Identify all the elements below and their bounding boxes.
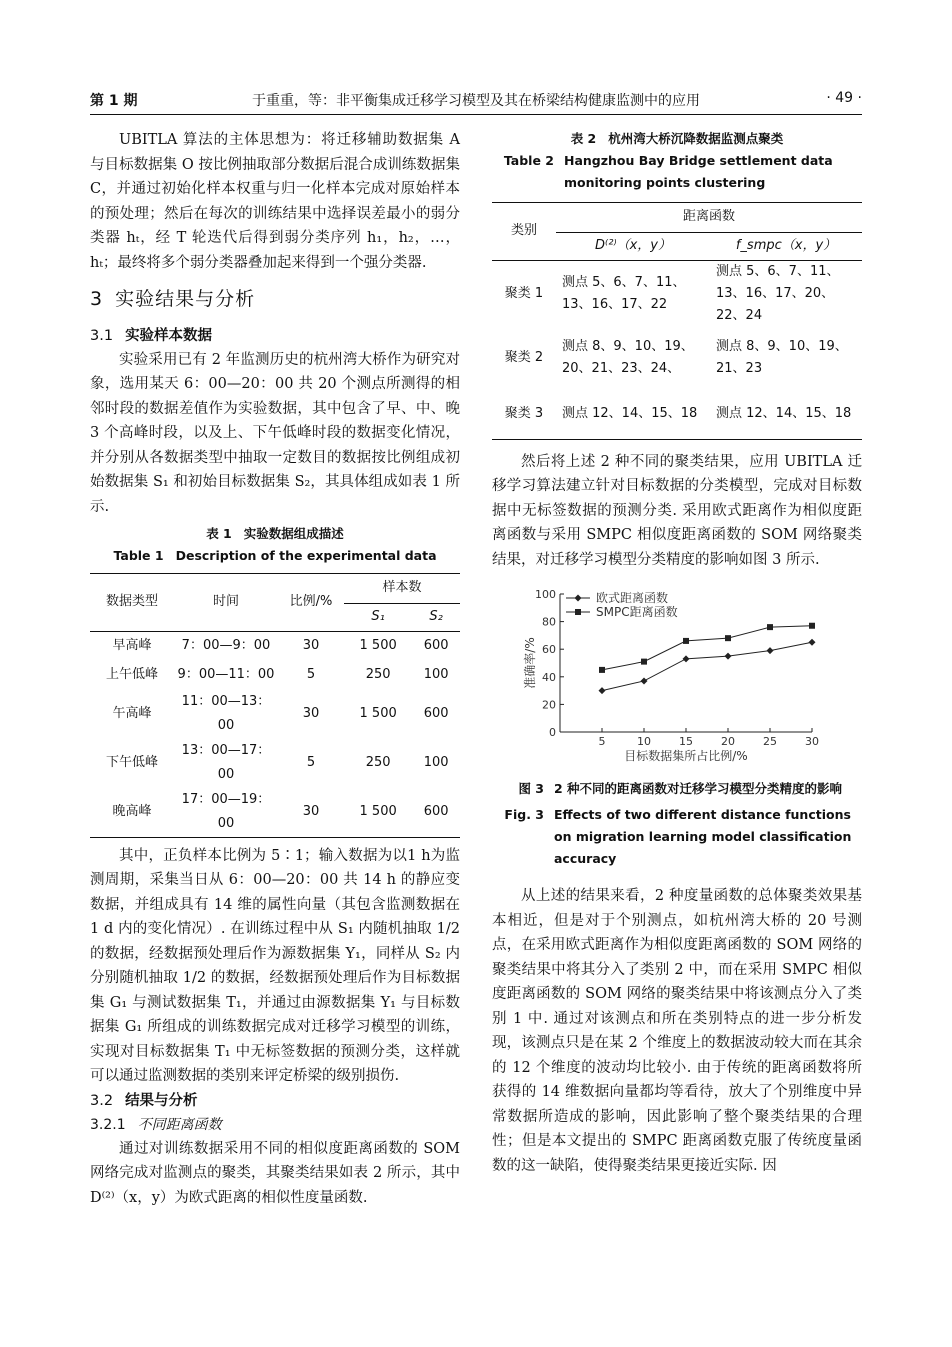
- table-1-header-ratio: 比例/%: [278, 574, 344, 632]
- table-cell: 600: [412, 788, 460, 838]
- table-row: [492, 389, 862, 439]
- table-1-label-en: Table 1: [113, 548, 164, 563]
- legend-marker-2: [575, 609, 581, 615]
- data-point-series-1: [725, 653, 732, 660]
- running-title: 于重重，等：非平衡集成迁移学习模型及其在桥梁结构健康监测中的应用: [252, 93, 700, 109]
- section-3-2-number: 3.2: [90, 1092, 114, 1109]
- data-point-series-1: [809, 639, 816, 646]
- x-tick-label: 5: [598, 735, 606, 748]
- section-3-2-title: 结果与分析: [125, 1092, 198, 1109]
- table-1-header-time: 时间: [174, 574, 278, 632]
- table-cell: 上午低峰: [105, 666, 158, 682]
- table-cell: 聚类 2: [504, 349, 544, 365]
- after-table-2-paragraph: 然后将上述 2 种不同的聚类结果，应用 UBITLA 迁移学习算法建立针对目标数据的分类模型，完成对目标数据中无标签数据的预测分类. 采用欧式距离作为相似度距离函数与采用 SMPC 相似度距离函数的 SOM 网络聚类结果，对迁移学习模型分类精度的影响如图 3 所示.: [492, 453, 862, 568]
- table-cell: 午高峰: [112, 705, 152, 721]
- x-tick-label: 20: [721, 735, 735, 748]
- table-cell: 1 500: [359, 705, 397, 721]
- table-cell: 5: [306, 754, 316, 770]
- table-cell: 30: [278, 788, 344, 838]
- table-row: [90, 661, 460, 690]
- data-point-series-2: [683, 638, 689, 644]
- x-tick-label: 15: [679, 735, 693, 748]
- table-cell: 1 500: [344, 788, 412, 838]
- table-2-caption-cn: [492, 128, 862, 150]
- figure-3-caption: [492, 778, 862, 870]
- page-number: · 49 ·: [826, 90, 862, 106]
- header-rule: [90, 114, 862, 115]
- table-row: [492, 327, 862, 389]
- section-3-1-paragraph: 实验采用已有 2 年监测历史的杭州湾大桥作为研究对象，选用某天 6：00—20：00 共 20 个测点所测得的相邻时段的数据差值作为实验数据，其中包含了早、中、晚 3 个高峰时段，以及上、下午低峰时段的数据变化情况，并分别从各数据类型中抽取一定数目的数据按比例组成初始数据集 S₁ 和初始目标数据集 S₂，其具体组成如表 1 所示.: [90, 351, 460, 515]
- figure-3-label: 图 3: [518, 781, 544, 796]
- table-cell: 7：00—9：00: [181, 638, 271, 653]
- left-column: [90, 128, 460, 1210]
- table-cell: 30: [302, 638, 320, 653]
- data-point-series-2: [809, 623, 815, 629]
- table-cell: 测点 12、14、15、18: [556, 389, 710, 439]
- table-2-title: 杭州湾大桥沉降数据监测点聚类: [608, 131, 784, 146]
- table-2-header-d2: D⁽²⁾（x，y）: [556, 233, 710, 261]
- table-cell: 30: [302, 705, 320, 721]
- legend-marker-1: [575, 595, 582, 602]
- y-tick-label: 0: [549, 726, 556, 739]
- figure-3-title: 2 种不同的距离函数对迁移学习模型分类精度的影响: [554, 781, 843, 796]
- table-cell: 600: [423, 705, 449, 721]
- legend-label-1: 欧式距离函数: [596, 591, 669, 605]
- table-1-title-en: Description of the experimental data: [175, 548, 437, 563]
- table-cell: 11：00—13：00: [181, 693, 271, 733]
- table-cell: 晚高峰: [90, 788, 174, 838]
- table-cell: 1 500: [359, 638, 397, 653]
- table-cell: 测点 5、6、7、11、13、16、17、20、22、24: [716, 264, 840, 323]
- data-point-series-1: [767, 647, 774, 654]
- table-cell: 下午低峰: [105, 754, 158, 770]
- x-tick-label: 10: [637, 735, 651, 748]
- table-cell: 聚类 1: [504, 285, 544, 301]
- table-cell: 测点 8、9、10、19、20、21、23、24、: [562, 339, 694, 376]
- y-tick-label: 100: [535, 588, 556, 601]
- table-row: [90, 739, 460, 788]
- table-row: [90, 690, 460, 739]
- x-axis-label: 目标数据集所占比例/%: [624, 749, 748, 763]
- table-cell: 9：00—11：00: [177, 666, 275, 682]
- table-cell: 早高峰: [112, 638, 152, 653]
- section-3-heading: [90, 287, 460, 312]
- figure-3-chart: [492, 582, 862, 772]
- section-3-2-1-title: 不同距离函数: [137, 1116, 222, 1133]
- table-cell: 100: [423, 666, 449, 682]
- section-3-title: 实验结果与分析: [115, 288, 256, 310]
- table-1: [90, 573, 460, 838]
- section-3-2-1-paragraph: 通过对训练数据采用不同的相似度距离函数的 SOM 网络完成对监测点的聚类，其聚类结果如表 2 所示，其中 D⁽²⁾（x，y）为欧式距离的相似性度量函数.: [90, 1140, 460, 1206]
- series-line-2: [602, 626, 812, 670]
- table-2-header-smpc: f_smpc（x，y）: [710, 233, 862, 261]
- table-2-header-distance: 距离函数: [556, 203, 862, 233]
- table-1-header-type: 数据类型: [90, 574, 174, 632]
- table-cell: 250: [365, 666, 391, 682]
- table-cell: 测点 12、14、15、18: [710, 389, 862, 439]
- right-column: [492, 128, 862, 1178]
- section-3-number: 3: [90, 288, 104, 310]
- table-row: [492, 261, 862, 328]
- x-tick-label: 30: [805, 735, 819, 748]
- data-point-series-2: [641, 659, 647, 665]
- table-cell: 测点 5、6、7、11、13、16、17、22: [562, 275, 686, 312]
- table-cell: 250: [365, 754, 391, 770]
- table-cell: 600: [423, 638, 449, 653]
- table-cell: 测点 8、9、10、19、21、23: [716, 339, 848, 376]
- section-3-1-heading: [90, 324, 460, 348]
- series-line-1: [602, 642, 812, 690]
- table-2-header-category: 类别: [492, 203, 556, 261]
- table-cell: 5: [306, 666, 316, 682]
- section-3-2-heading: [90, 1089, 460, 1113]
- table-2: [492, 202, 862, 440]
- table-2-title-en: Hangzhou Bay Bridge settlement data monitoring points clustering: [564, 153, 833, 190]
- table-row: [90, 788, 460, 838]
- figure-3: [492, 582, 862, 772]
- section-3-2-1-number: 3.2.1: [90, 1116, 126, 1133]
- table-1-caption-en: [90, 545, 460, 567]
- data-point-series-1: [683, 655, 690, 662]
- table-1-caption-cn: [90, 523, 460, 545]
- data-point-series-2: [767, 624, 773, 630]
- x-tick-label: 25: [763, 735, 777, 748]
- issue-number: 第 1 期: [90, 93, 138, 109]
- table-1-header-s1: S₁: [344, 604, 412, 632]
- y-tick-label: 60: [542, 643, 556, 657]
- y-tick-label: 20: [542, 698, 556, 712]
- table-1-header-s2: S₂: [412, 604, 460, 632]
- section-3-1-number: 3.1: [90, 327, 114, 344]
- table-cell: 聚类 3: [492, 389, 556, 439]
- table-cell: 100: [423, 754, 449, 770]
- ratio-paragraph: 其中，正负样本比例为 5∶1；输入数据为以1 h为监测周期，采集当日从 6：00—20：00 共 14 h 的静应变数据，并组成具有 14 维的属性向量（其包含监测数据在 1 d 内的变化情况）. 在训练过程中从 S₁ 内随机抽取 1/2 的数据，经数据预处理后作为源数据集 Y₁，同样从 S₂ 内分别随机抽取 1/2 的数据，经数据预处理后作为目标数据集 G₁ 与测试数据集 T₁，并通过由源数据集 Y₁ 与目标数据集 G₁ 所组成的训练数据完成对迁移学习模型的训练，实现对目标数据集 T₁ 中无标签数据的预测分类，这样就可以通过监测数据的类别来评定桥梁的级别损伤.: [90, 847, 460, 1084]
- conclusion-paragraph: 从上述的结果来看，2 种度量函数的总体聚类效果基本相近，但是对于个别测点，如杭州湾大桥的 20 号测点，在采用欧式距离作为相似度距离函数的 SOM 网络的聚类结果中将其分入了类别 2 中，而在采用 SMPC 相似度距离函数的 SOM 网络的聚类结果中将该测点分入了类别 1 中. 通过对该测点和所在类别特点的进一步分析发现，该测点只是在某 2 个维度上的数据波动较大而在其余的 12 个维度的波动均比较小. 由于传统的距离函数将所获得的 14 维数据向量都均等看待，放大了个别维度中异常数据所造成的影响，因此影响了整个聚类结果的合理性；但是本文提出的 SMPC 距离函数克服了传统度量函数的这一缺陷，使得聚类结果更接近实际. 因: [492, 888, 862, 1174]
- running-header: [90, 90, 862, 112]
- y-tick-label: 40: [542, 670, 556, 684]
- y-axis-label: 准确率/%: [523, 637, 537, 689]
- data-point-series-2: [725, 635, 731, 641]
- algorithm-paragraph: UBITLA 算法的主体思想为：将迁移辅助数据集 A 与目标数据集 O 按比例抽取部分数据后混合成训练数据集 C，并通过初始化样本权重与归一化样本完成对原始样本的预处理；然后在每次的训练结果中选择误差最小的弱分类器 hₜ，经 T 轮迭代后得到弱分类序列 h₁，h₂，…，hₜ；最终将多个弱分类器叠加起来得到一个强分类器.: [90, 132, 460, 271]
- table-cell: 17：00—19：00: [174, 788, 278, 838]
- table-row: [90, 632, 460, 661]
- table-2-caption-en: [492, 150, 862, 194]
- table-1-header-samples: 样本数: [344, 574, 460, 604]
- section-3-1-title: 实验样本数据: [125, 327, 213, 344]
- data-point-series-2: [599, 667, 605, 673]
- legend-label-2: SMPC距离函数: [596, 605, 678, 619]
- table-2-label: 表 2: [570, 131, 597, 146]
- section-3-2-1-heading: [90, 1113, 460, 1137]
- table-2-label-en: Table 2: [503, 153, 554, 168]
- table-cell: 13：00—17：00: [181, 742, 271, 782]
- table-1-title: 实验数据组成描述: [243, 526, 344, 541]
- data-point-series-1: [599, 687, 606, 694]
- figure-3-label-en: Fig. 3: [504, 807, 544, 822]
- table-1-label: 表 1: [206, 526, 232, 541]
- y-tick-label: 80: [542, 615, 556, 629]
- data-point-series-1: [641, 677, 648, 684]
- figure-3-title-en: Effects of two different distance functions on migration learning model classification accuracy: [554, 807, 852, 866]
